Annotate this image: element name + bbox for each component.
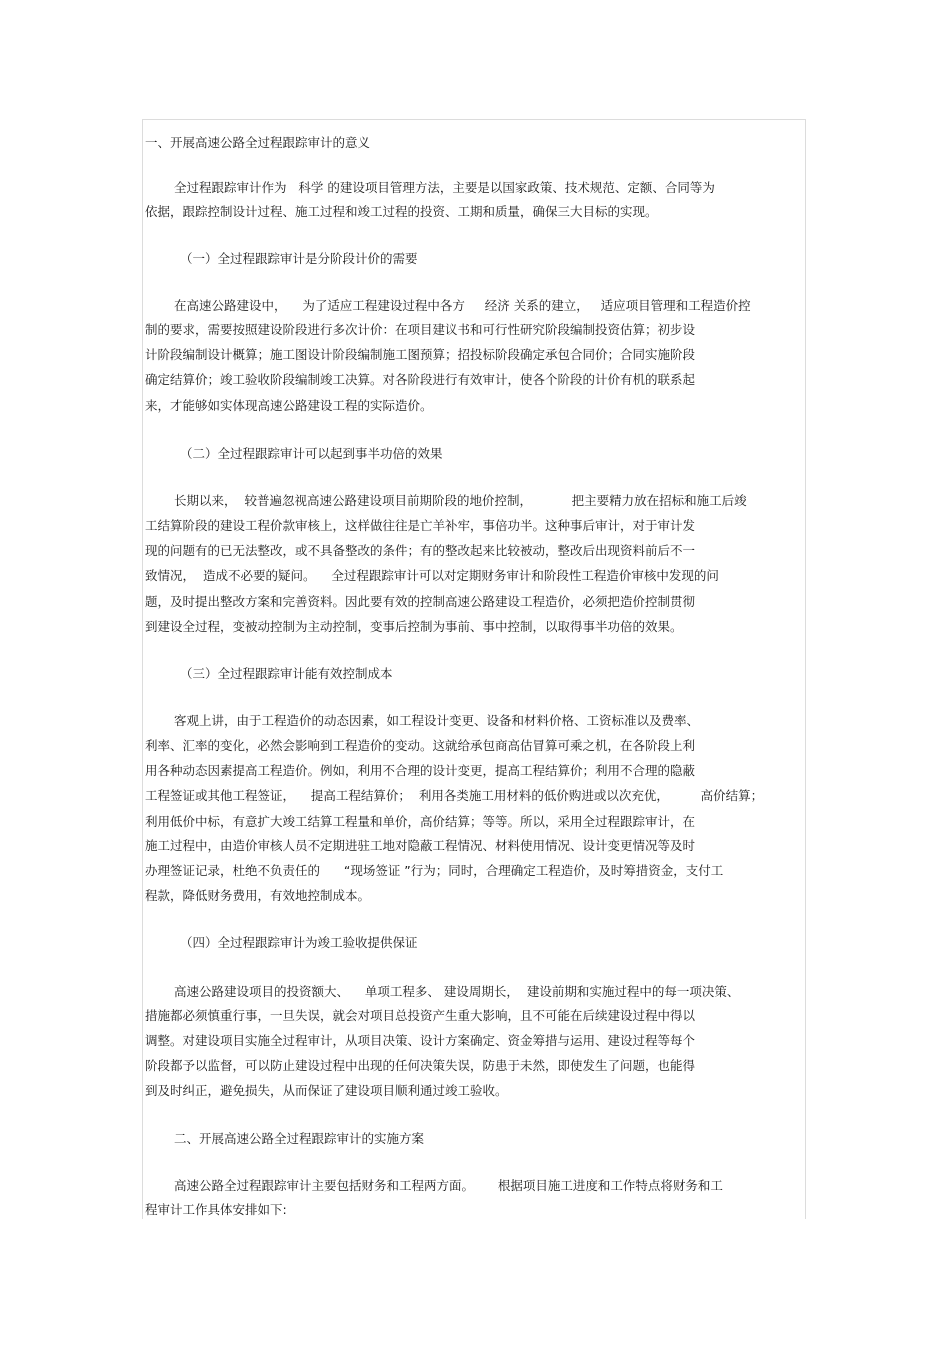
paragraph-line: 程审计工作具体安排如下:: [145, 1202, 287, 1217]
paragraph-line: 工程签证或其他工程签证， 提高工程结算价； 利用各类施工用材料的低价购进或以次充优， 高价结算；: [145, 788, 764, 803]
paragraph-line: 施工过程中，由造价审核人员不定期进驻工地对隐蔽工程情况、材料使用情况、设计变更情况等及时: [145, 838, 696, 853]
subsection-heading-1: （一）全过程跟踪审计是分阶段计价的需要: [180, 251, 418, 266]
paragraph-line: 利率、汇率的变化，必然会影响到工程造价的变动。这就给承包商高估冒算可乘之机，在各阶段上利: [145, 738, 696, 753]
paragraph-line: 调整。对建设项目实施全过程审计，从项目决策、设计方案确定、资金筹措与运用、建设过程等每个: [145, 1033, 696, 1048]
paragraph-line: 计阶段编制设计概算；施工图设计阶段编制施工图预算；招投标阶段确定承包合同价；合同实施阶段: [145, 347, 696, 362]
paragraph-line: 办理签证记录，杜绝不负责任的 “现场签证 ”行为；同时，合理确定工程造价，及时筹措资金，支付工: [145, 863, 724, 878]
paragraph-line: 工结算阶段的建设工程价款审核上，这样做往往是亡羊补牢，事倍功半。这种事后审计，对于审计发: [145, 518, 696, 533]
paragraph-line: 高速公路全过程跟踪审计主要包括财务和工程两方面。 根据项目施工进度和工作特点将财务和工: [174, 1178, 723, 1193]
paragraph-line: 制的要求，需要按照建设阶段进行多次计价：在项目建议书和可行性研究阶段编制投资估算；初步设: [145, 322, 696, 337]
subsection-heading-4: （四）全过程跟踪审计为竣工验收提供保证: [180, 935, 418, 950]
paragraph-line: 确定结算价；竣工验收阶段编制竣工决算。对各阶段进行有效审计，使各个阶段的计价有机的联系起: [145, 372, 696, 387]
paragraph-line: 致情况， 造成不必要的疑问。 全过程跟踪审计可以对定期财务审计和阶段性工程造价审核中发现的问: [145, 568, 719, 583]
paragraph-line: 到及时纠正，避免损失，从而保证了建设项目顺利通过竣工验收。: [145, 1083, 508, 1098]
paragraph-line: 现的问题有的已无法整改，或不具备整改的条件；有的整改起来比较被动，整改后出现资料前后不一: [145, 543, 696, 558]
paragraph-line: 阶段都予以监督，可以防止建设过程中出现的任何决策失误，防患于未然，即使发生了问题，也能得: [145, 1058, 696, 1073]
paragraph-line: 用各种动态因素提高工程造价。例如，利用不合理的设计变更，提高工程结算价；利用不合理的隐蔽: [145, 763, 696, 778]
paragraph-line: 长期以来， 较普遍忽视高速公路建设项目前期阶段的地价控制， 把主要精力放在招标和施工后竣: [174, 493, 747, 508]
subsection-heading-2: （二）全过程跟踪审计可以起到事半功倍的效果: [180, 446, 443, 461]
paragraph-line: 来，才能够如实体现高速公路建设工程的实际造价。: [145, 398, 433, 413]
paragraph-line: 措施都必须慎重行事，一旦失误，就会对项目总投资产生重大影响，且不可能在后续建设过程中得以: [145, 1008, 696, 1023]
paragraph-line: 题，及时提出整改方案和完善资料。因此要有效的控制高速公路建设工程造价，必须把造价控制贯彻: [145, 594, 696, 609]
paragraph-line: 程款，降低财务费用，有效地控制成本。: [145, 888, 371, 903]
section-heading-1: 一、开展高速公路全过程跟踪审计的意义: [145, 135, 371, 150]
paragraph-line: 客观上讲，由于工程造价的动态因素，如工程设计变更、设备和材料价格、工资标准以及费率、: [174, 713, 700, 728]
paragraph-line: 在高速公路建设中， 为了适应工程建设过程中各方 经济 关系的建立， 适应项目管理和工程造价控: [174, 298, 751, 313]
paragraph-line: 全过程跟踪审计作为 科学 的建设项目管理方法，主要是以国家政策、技术规范、定额、合同等为: [174, 180, 715, 195]
paragraph-line: 利用低价中标，有意扩大竣工结算工程量和单价，高价结算；等等。所以，采用全过程跟踪审计，在: [145, 814, 696, 829]
subsection-heading-3: （三）全过程跟踪审计能有效控制成本: [180, 666, 393, 681]
section-heading-2: 二、开展高速公路全过程跟踪审计的实施方案: [174, 1131, 425, 1146]
paragraph-line: 依据，跟踪控制设计过程、施工过程和竣工过程的投资、工期和质量，确保三大目标的实现。: [145, 204, 658, 219]
paragraph-line: 到建设全过程，变被动控制为主动控制，变事后控制为事前、事中控制，以取得事半功倍的效果。: [145, 619, 683, 634]
paragraph-line: 高速公路建设项目的投资额大、 单项工程多、 建设周期长， 建设前期和实施过程中的每一项决策、: [174, 984, 740, 999]
